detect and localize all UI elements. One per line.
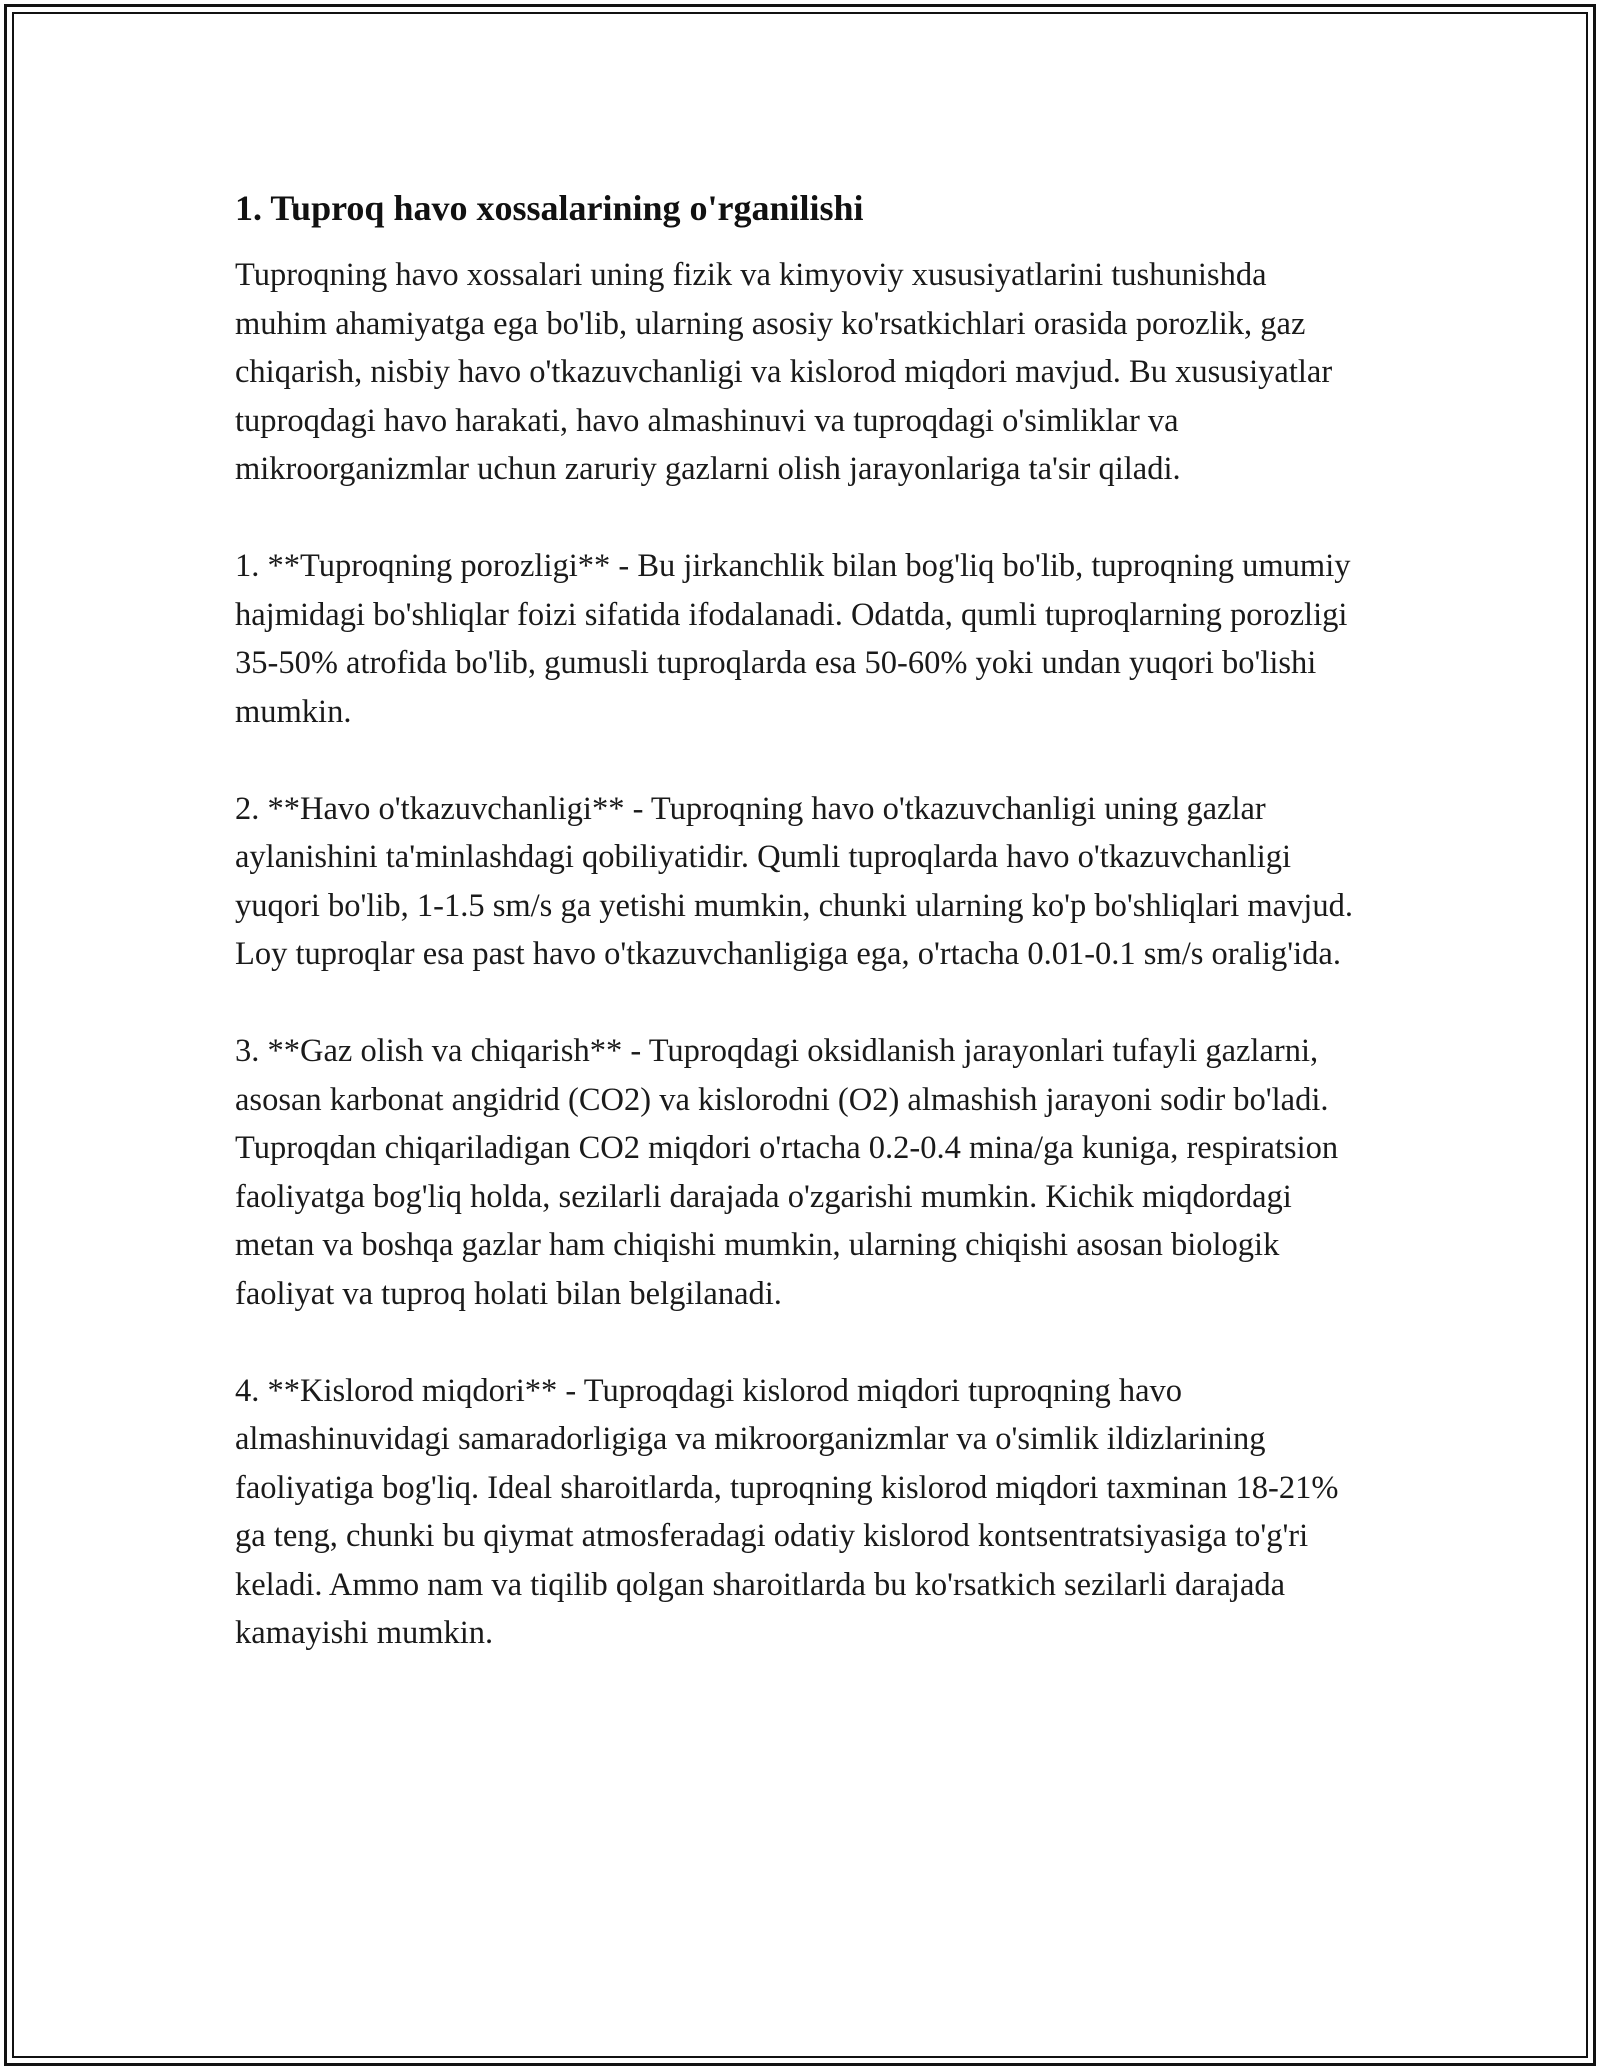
paragraph-oxygen-content: 4. **Kislorod miqdori** - Tuproqdagi kislorod miqdori tuproqning havo almashinuvidagi samaradorligiga va mikroorganizmlar va o'simlik ildizlarining faoliyatiga bog'liq. Ideal sharoitlarda, tuproqning kislorod miqdori taxminan 18-21% ga teng, chunki bu qiymat atmosferadagi odatiy kislorod kontsentratsiyasiga to'g'ri keladi. Ammo nam va tiqilib qolgan sharoitlarda bu ko'rsatkich sezilarli darajada kamayishi mumkin. bbox=[235, 1372, 1339, 1651]
section-heading: 1. Tuproq havo xossalarining o'rganilishi bbox=[235, 188, 864, 228]
paragraph-air-permeability: 2. **Havo o'tkazuvchanligi** - Tuproqning havo o'tkazuvchanligi uning gazlar aylanishini ta'minlashdagi qobiliyatidir. Qumli tuproqlarda havo o'tkazuvchanligi yuqori bo'lib, 1-1.5 sm/s ga yetishi mumkin, chunki ularning ko'p bo'shliqlari mavjud. Loy tuproqlar esa past havo o'tkazuvchanligiga ega, o'rtacha 0.01-0.1 sm/s oralig'ida. bbox=[235, 790, 1353, 972]
paragraph-porosity: 1. **Tuproqning porozligi** - Bu jirkanchlik bilan bog'liq bo'lib, tuproqning umumiy hajmidagi bo'shliqlar foizi sifatida ifodalanadi. Odatda, qumli tuproqlarning porozligi 35-50% atrofida bo'lib, gumusli tuproqlarda esa 50-60% yoki undan yuqori bo'lishi mumkin. bbox=[235, 548, 1351, 730]
paragraph-gas-exchange: 3. **Gaz olish va chiqarish** - Tuproqdagi oksidlanish jarayonlari tufayli gazlarni, asosan karbonat angidrid (CO2) va kislorodni (O2) almashish jarayoni sodir bo'ladi. Tuproqdan chiqariladigan CO2 miqdori o'rtacha 0.2-0.4 mina/ga kuniga, respiratsion faoliyatga bog'liq holda, sezilarli darajada o'zgarishi mumkin. Kichik miqdordagi metan va boshqa gazlar ham chiqishi mumkin, ularning chiqishi asosan biologik faoliyat va tuproq holati bilan belgilanadi. bbox=[235, 1033, 1339, 1312]
intro-paragraph: Tuproqning havo xossalari uning fizik va kimyoviy xususiyatlarini tushunishda muhim ahamiyatga ega bo'lib, ularning asosiy ko'rsatkichlari orasida porozlik, gaz chiqarish, nisbiy havo o'tkazuvchanligi va kislorod miqdori mavjud. Bu xususiyatlar tuproqdagi havo harakati, havo almashinuvi va tuproqdagi o'simliklar va mikroorganizmlar uchun zaruriy gazlarni olish jarayonlariga ta'sir qiladi. bbox=[235, 257, 1333, 487]
document-body bbox=[235, 185, 1365, 1706]
